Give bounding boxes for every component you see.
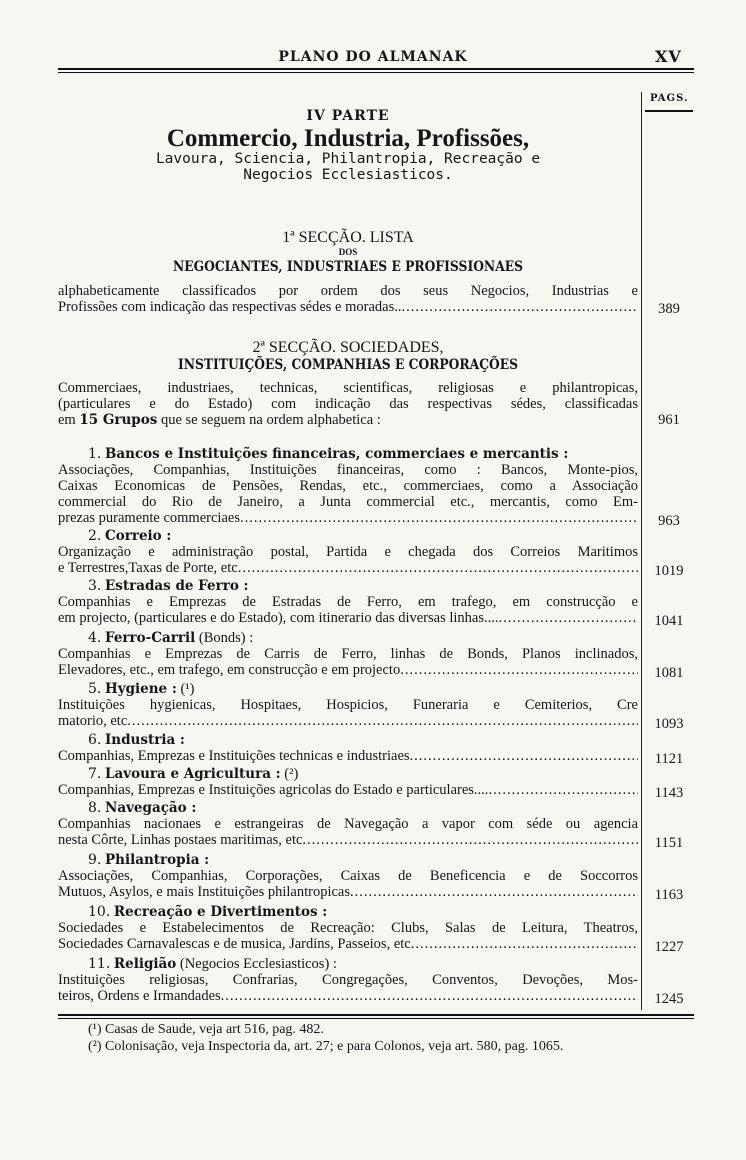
category-name: Correio : xyxy=(104,528,172,544)
section-2-text-line-3 xyxy=(58,412,638,428)
category-text-line xyxy=(58,748,638,764)
category-extra: (²) xyxy=(284,766,299,782)
category-text-line: Instituições hygienicas, Hospitaes, Hospicios, Funeraria e Cemiterios, Cre xyxy=(58,697,638,713)
category-text: nesta Côrte, Linhas postaes maritimas, etc xyxy=(58,832,303,848)
category-heading xyxy=(88,800,638,816)
category-text-line xyxy=(58,832,638,848)
section-2-line-3-pre: em xyxy=(58,412,76,428)
section-1-text-line-1: alphabeticamente classificados por ordem dos seus Negocios, Industrias e xyxy=(58,283,638,299)
category-text: Elevadores, etc., em trafego, em construcção e em projecto xyxy=(58,662,401,678)
footnote-rule-thin xyxy=(58,1018,694,1019)
category-page-number: 1019 xyxy=(654,563,684,579)
category-page-number: 1245 xyxy=(654,991,684,1007)
category-page-number: 1143 xyxy=(654,785,684,801)
category-name: Religião xyxy=(113,956,177,972)
category-name: Navegação : xyxy=(104,800,197,816)
category-text: Companhias, Emprezas e Instituições technicas e industriaes xyxy=(58,748,410,764)
category-text-line: Companhias e Emprezas de Estradas de Ferro, em trafego, em construcção e xyxy=(58,594,638,610)
page-column-divider xyxy=(641,92,642,1010)
category-number: 2. xyxy=(88,528,102,544)
category-name: Bancos e Instituições financeiras, commerciaes e mercantis : xyxy=(104,446,569,462)
category-number: 7. xyxy=(88,766,102,782)
footnote-2-mark: (²) xyxy=(88,1039,102,1054)
category-number: 6. xyxy=(88,732,102,748)
category-text: e Terrestres,Taxas de Porte, etc xyxy=(58,560,238,576)
category-heading xyxy=(88,446,638,462)
category-heading xyxy=(88,904,638,920)
category-extra: (¹) xyxy=(180,681,195,697)
category-page-number: 1227 xyxy=(654,939,684,955)
category-text-line: Associações, Companhias, Instituições financeiras, como : Bancos, Monte-pios, xyxy=(58,462,638,478)
category-heading xyxy=(88,766,638,782)
footnote-1-mark: (¹) xyxy=(88,1022,102,1037)
category-text-line xyxy=(58,782,638,798)
section-2-title: INSTITUIÇÕES, COMPANHIAS E CORPORAÇÕES xyxy=(177,357,519,373)
dot-leader xyxy=(240,510,638,526)
running-header-page-number: XV xyxy=(655,47,682,66)
category-text: Sociedades Carnavalescas e de musica, Jardins, Passeios, etc xyxy=(58,936,411,952)
category-text-line: Companhias nacionaes e estrangeiras de Navegação a vapor com séde ou agencia xyxy=(58,816,638,832)
category-page-number: 1041 xyxy=(654,613,684,629)
pags-column-label: PAGS. xyxy=(650,93,689,104)
section-1-text-line-2 xyxy=(58,299,638,315)
dot-leader xyxy=(302,832,638,848)
footnote-1-text: Casas de Saude, veja art 516, pag. 482. xyxy=(105,1022,324,1037)
category-page-number: 1081 xyxy=(654,665,684,681)
category-heading xyxy=(88,956,638,972)
dot-leader xyxy=(488,782,638,798)
category-heading xyxy=(88,528,638,544)
dot-leader xyxy=(410,748,638,764)
section-1-heading: 1ª SECÇÃO. LISTA xyxy=(282,229,414,246)
category-text-line: Organização e administração postal, Partida e chegada dos Correios Maritimos xyxy=(58,544,638,560)
category-text-line: Instituições religiosas, Confrarias, Congregações, Conventos, Devoções, Mos- xyxy=(58,972,638,988)
category-text-line: Sociedades e Estabelecimentos de Recreação: Clubs, Salas de Leitura, Theatros, xyxy=(58,920,638,936)
category-number: 8. xyxy=(88,800,102,816)
dot-leader xyxy=(221,988,638,1004)
part-subtitle-line-2: Negocios Ecclesiasticos. xyxy=(243,167,453,183)
category-name: Ferro-Carril xyxy=(104,630,196,646)
category-text: prezas puramente commerciaes xyxy=(58,510,240,526)
section-1-text: Profissões com indicação das respectivas sédes e moradas.. xyxy=(58,299,402,315)
category-text-line xyxy=(58,988,638,1004)
category-number: 4. xyxy=(88,630,102,646)
category-text-line xyxy=(58,610,638,626)
category-text-line xyxy=(58,936,638,952)
category-number: 5. xyxy=(88,681,102,697)
category-page-number: 1151 xyxy=(654,835,684,851)
category-heading xyxy=(88,732,638,748)
category-number: 1. xyxy=(88,446,102,462)
part-subtitle-line-1: Lavoura, Sciencia, Philantropia, Recreação e xyxy=(155,151,541,167)
dot-leader xyxy=(401,299,638,315)
category-page-number: 1163 xyxy=(654,887,684,903)
category-text-line: Caixas Economicas de Pensões, Rendas, etc., commerciaes, como a Associação xyxy=(58,478,638,494)
category-number: 11. xyxy=(88,956,111,972)
dot-leader xyxy=(411,936,638,952)
category-text-line: Associações, Companhias, Corporações, Caixas de Beneficencia e de Soccorros xyxy=(58,868,638,884)
part-label: IV PARTE xyxy=(306,108,390,124)
part-title: Commercio, Industria, Profissões, xyxy=(166,125,530,152)
category-heading xyxy=(88,681,638,697)
category-name: Hygiene : xyxy=(104,681,177,697)
footnote-rule xyxy=(58,1014,694,1016)
section-2-line-3-post: que se seguem na ordem alphabetica : xyxy=(160,412,381,428)
category-text: teiros, Ordens e Irmandades xyxy=(58,988,221,1004)
dot-leader xyxy=(127,713,638,729)
dot-leader xyxy=(238,560,638,576)
category-extra: (Negocios Ecclesiasticos) : xyxy=(179,956,337,972)
category-text: em projecto, (particulares e do Estado), com itinerario das diversas linhas.... xyxy=(58,610,499,626)
section-1-page-number: 389 xyxy=(658,301,680,317)
dot-leader xyxy=(499,610,639,626)
category-text-line: Companhias e Emprezas de Carris de Ferro, linhas de Bonds, Planos inclinados, xyxy=(58,646,638,662)
category-name: Estradas de Ferro : xyxy=(104,578,249,594)
category-name: Philantropia : xyxy=(104,852,210,868)
category-text-line xyxy=(58,884,638,900)
category-name: Recreação e Divertimentos : xyxy=(113,904,328,920)
footnote-2-text: Colonisação, veja Inspectoria da, art. 27; e para Colonos, veja art. 580, pag. 1065. xyxy=(105,1039,564,1054)
category-page-number: 1121 xyxy=(654,751,684,767)
category-text: Companhias, Emprezas e Instituições agricolas do Estado e particulares.... xyxy=(58,782,489,798)
section-2-text-line-2: (particulares e do Estado) com indicação das respectivas sédes, classificadas xyxy=(58,396,638,412)
category-extra: (Bonds) : xyxy=(198,630,254,646)
section-1-title: NEGOCIANTES, INDUSTRIAES E PROFISSIONAES xyxy=(172,259,524,275)
category-number: 9. xyxy=(88,852,102,868)
category-heading xyxy=(88,852,638,868)
footnote-1 xyxy=(88,1022,324,1038)
category-text: matorio, etc xyxy=(58,713,128,729)
dot-leader xyxy=(400,662,638,678)
running-header-title: PLANO DO ALMANAK xyxy=(278,49,468,65)
category-heading xyxy=(88,578,638,594)
category-page-number: 963 xyxy=(658,513,680,529)
category-text-line xyxy=(58,662,638,678)
category-text-line xyxy=(58,713,638,729)
category-text-line: commercial do Rio de Janeiro, a Junta commercial etc., mercantis, como Em- xyxy=(58,494,638,510)
section-2-heading: 2ª SECÇÃO. SOCIEDADES, xyxy=(252,339,444,356)
category-heading xyxy=(88,630,638,646)
category-text-line xyxy=(58,510,638,526)
category-text-line xyxy=(58,560,638,576)
section-2-groups-count: 15 Grupos xyxy=(79,412,158,428)
category-text: Mutuos, Asylos, e mais Instituições philantropicas xyxy=(58,884,350,900)
header-rule xyxy=(58,68,694,70)
section-2-page-number: 961 xyxy=(658,412,680,428)
category-number: 10. xyxy=(88,904,111,920)
category-number: 3. xyxy=(88,578,102,594)
dot-leader xyxy=(350,884,638,900)
section-1-dos: DOS xyxy=(338,247,358,257)
footnote-2 xyxy=(88,1039,563,1055)
category-page-number: 1093 xyxy=(654,716,684,732)
section-2-text-line-1: Commerciaes, industriaes, technicas, scientificas, religiosas e philantropicas, xyxy=(58,380,638,396)
category-name: Lavoura e Agricultura : xyxy=(104,766,281,782)
header-rule-thin xyxy=(58,72,694,73)
pags-column-rule xyxy=(645,110,693,112)
category-name: Industria : xyxy=(104,732,185,748)
